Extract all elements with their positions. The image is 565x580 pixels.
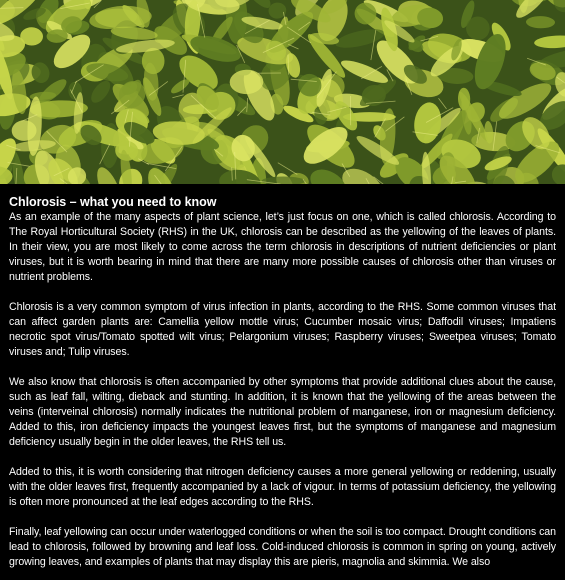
hero-image [0,0,565,184]
article-paragraph-2: Chlorosis is a very common symptom of virus infection in plants, according to the RHS. Some common viruses that can affect garden plants are: Camellia yellow mottle virus; Cucumber mosaic virus; Daffodil viruses; Impatiens necrotic spot virus/Tomato spotted wilt virus; Pelargonium viruses; Raspberry viruses; Sweetpea viruses; Tomato viruses and; Tulip viruses. [9,301,556,358]
article-paragraph-1: As an example of the many aspects of plant science, let’s just focus on one, which is called chlorosis. According to The Royal Horticultural Society (RHS) in the UK, chlorosis can be described as the yellowing of the leaves of plants. In their view, you are most likely to come across the term chlorosis in descriptions of nutrient deficiencies or plant viruses, but it is worth bearing in mind that there are many more possible causes of chlorosis other than viruses or nutrient problems. [9,211,556,283]
article-paragraph-4: Added to this, it is worth considering that nitrogen deficiency causes a more general yellowing or reddening, usually with the older leaves first, frequently accompanied by a lack of vigour. In terms of potassium deficiency, the yellowing is often more pronounced at the leaf edges according to the RHS. [9,466,556,508]
article [0,184,565,570]
article-heading: Chlorosis – what you need to know [9,195,217,209]
article-paragraph-3: We also know that chlorosis is often accompanied by other symptoms that provide additional clues about the cause, such as leaf fall, wilting, dieback and stunting. In addition, it is known that the yellowing of the areas between the veins (interveinal chlorosis) normally indicates the nutritional problem of manganese, iron or magnesium deficiency. Added to this, iron deficiency impacts the youngest leaves first, but the symptoms of manganese and magnesium deficiency usually begin in the older leaves, the RHS tell us. [9,376,556,448]
oak-leaves-photo [0,0,565,184]
article-paragraph-5: Finally, leaf yellowing can occur under waterlogged conditions or when the soil is too compact. Drought conditions can lead to chlorosis, followed by browning and leaf loss. Cold-induced chlorosis is common in spring on young, actively growing leaves, and examples of plants that may display this are pieris, magnolia and skimmia. We also [9,526,556,568]
